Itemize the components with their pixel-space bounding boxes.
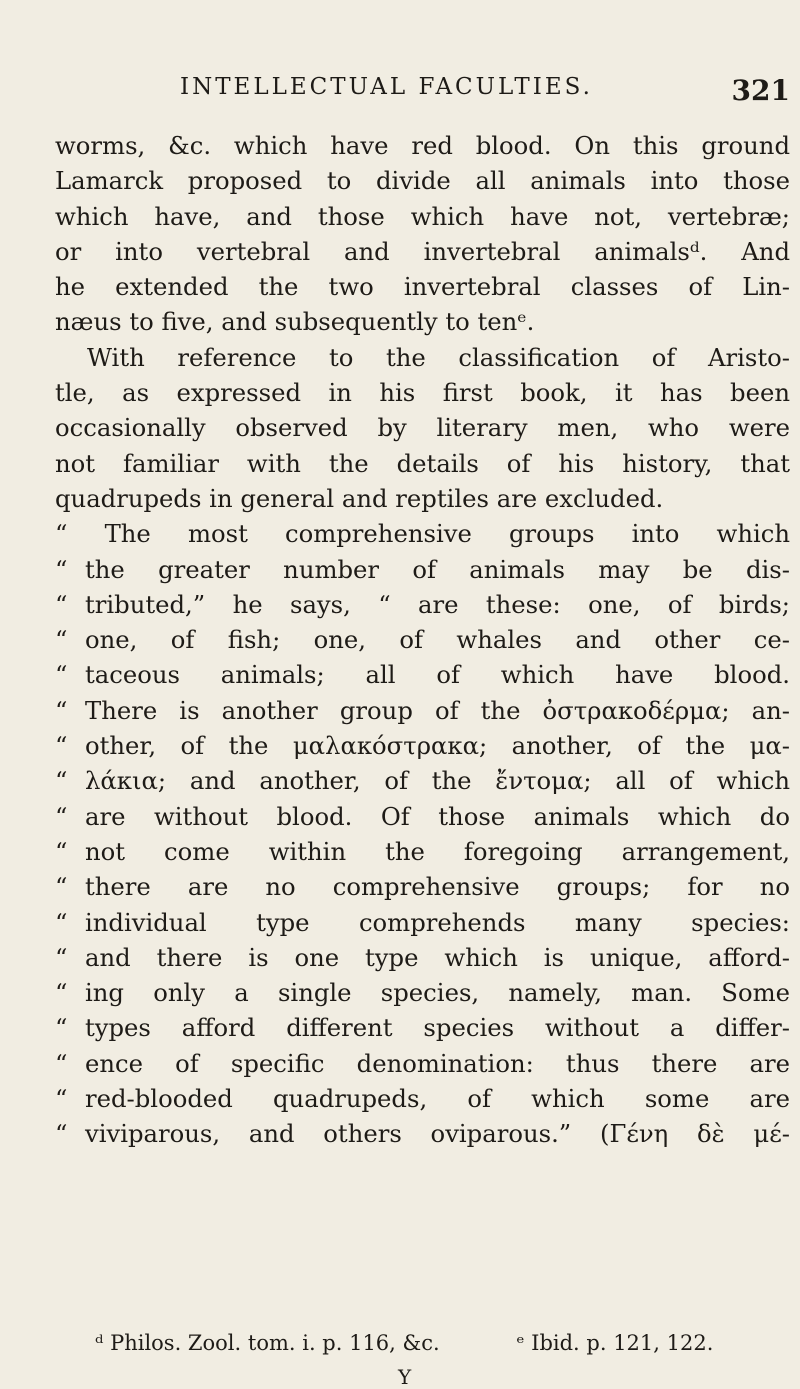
- line-text: are without blood. Of those animals which do: [85, 801, 790, 831]
- quote-mark: “: [55, 942, 68, 972]
- line-text: ing only a single species, namely, man. Some: [85, 978, 790, 1008]
- text-line: [55, 410, 790, 445]
- line-text: Lamarck proposed to divide all animals into those: [55, 166, 790, 196]
- line-text: worms, &c. which have red blood. On this ground: [55, 131, 790, 160]
- page-header: [145, 74, 790, 114]
- quote-mark: “: [55, 836, 68, 866]
- text-line: [55, 975, 790, 1010]
- text-line: [55, 728, 790, 763]
- text-line: [55, 1046, 790, 1081]
- signature-mark: Y: [398, 1365, 412, 1389]
- quote-mark: “: [55, 907, 68, 937]
- text-line: [55, 869, 790, 904]
- text-line: [55, 481, 790, 516]
- line-text: quadrupeds in general and reptiles are excluded.: [55, 483, 664, 513]
- text-line: [55, 340, 790, 375]
- footnote-d: ᵈ Philos. Zool. tom. i. p. 116, &c.: [95, 1331, 440, 1355]
- quote-mark: “: [55, 978, 68, 1008]
- line-text: tributed,” he says, “ are these: one, of birds;: [85, 589, 790, 619]
- quote-mark: “: [55, 1119, 68, 1149]
- text-line: [55, 446, 790, 481]
- text-line: [55, 1081, 790, 1116]
- quote-mark: “: [55, 731, 68, 761]
- line-text: There is another group of the ὀστρακοδέρμα; an-: [85, 695, 790, 725]
- quote-mark: “: [55, 766, 68, 796]
- text-line: [55, 516, 790, 551]
- line-text: “ The most comprehensive groups into which: [55, 519, 790, 549]
- text-line: [55, 199, 790, 234]
- line-text: which have, and those which have not, vertebræ;: [55, 201, 790, 231]
- line-text: and there is one type which is unique, afford-: [85, 942, 790, 972]
- quote-mark: “: [55, 1013, 68, 1043]
- quote-mark: “: [55, 1048, 68, 1078]
- line-text: With reference to the classification of Aristo-: [87, 342, 790, 372]
- text-line: [55, 799, 790, 834]
- line-text: not familiar with the details of his history, that: [55, 448, 790, 478]
- text-line: [55, 657, 790, 692]
- text-line: [55, 693, 790, 728]
- body-text: [55, 128, 790, 1152]
- line-text: λάκια; and another, of the ἔντομα; all of which: [85, 766, 790, 796]
- text-line: [55, 587, 790, 622]
- line-text: there are no comprehensive groups; for no: [85, 872, 790, 902]
- line-text: the greater number of animals may be dis-: [85, 554, 790, 584]
- quote-mark: “: [55, 660, 68, 690]
- line-text: ence of specific denomination: thus there are: [85, 1048, 790, 1078]
- quote-mark: “: [55, 695, 68, 725]
- line-text: red-blooded quadrupeds, of which some are: [85, 1084, 790, 1114]
- text-line: [55, 1010, 790, 1045]
- text-line: [55, 163, 790, 198]
- line-text: one, of fish; one, of whales and other ce-: [85, 625, 790, 655]
- line-text: not come within the foregoing arrangement,: [85, 836, 790, 866]
- line-text: viviparous, and others oviparous.” (Γένη δὲ μέ-: [85, 1119, 790, 1149]
- footnotes: [95, 1331, 785, 1355]
- text-line: [55, 128, 790, 163]
- text-line: [55, 763, 790, 798]
- text-line: [55, 304, 790, 339]
- line-text: occasionally observed by literary men, who were: [55, 413, 790, 443]
- line-text: types afford different species without a differ-: [85, 1013, 790, 1043]
- line-text: or into vertebral and invertebral animalsᵈ. And: [55, 236, 790, 266]
- quote-mark: “: [55, 554, 68, 584]
- quote-mark: “: [55, 625, 68, 655]
- text-line: [55, 1116, 790, 1151]
- text-line: [55, 622, 790, 657]
- page-number: 321: [731, 74, 790, 107]
- quote-mark: “: [55, 872, 68, 902]
- line-text: taceous animals; all of which have blood.: [85, 660, 790, 690]
- line-text: tle, as expressed in his first book, it has been: [55, 378, 790, 408]
- footnote-e: ᵉ Ibid. p. 121, 122.: [516, 1331, 714, 1355]
- text-line: [55, 375, 790, 410]
- quote-mark: “: [55, 1084, 68, 1114]
- line-text: he extended the two invertebral classes of Lin-: [55, 272, 790, 302]
- running-head: INTELLECTUAL FACULTIES.: [180, 74, 593, 100]
- text-line: [55, 269, 790, 304]
- text-line: [55, 940, 790, 975]
- line-text: individual type comprehends many species:: [85, 907, 790, 937]
- text-line: [55, 834, 790, 869]
- text-line: [55, 234, 790, 269]
- line-text: other, of the μαλακόστρακα; another, of the μα-: [85, 731, 790, 761]
- line-text: næus to five, and subsequently to tenᵉ.: [55, 307, 535, 337]
- quote-mark: “: [55, 589, 68, 619]
- quote-mark: “: [55, 801, 68, 831]
- text-line: [55, 905, 790, 940]
- text-line: [55, 552, 790, 587]
